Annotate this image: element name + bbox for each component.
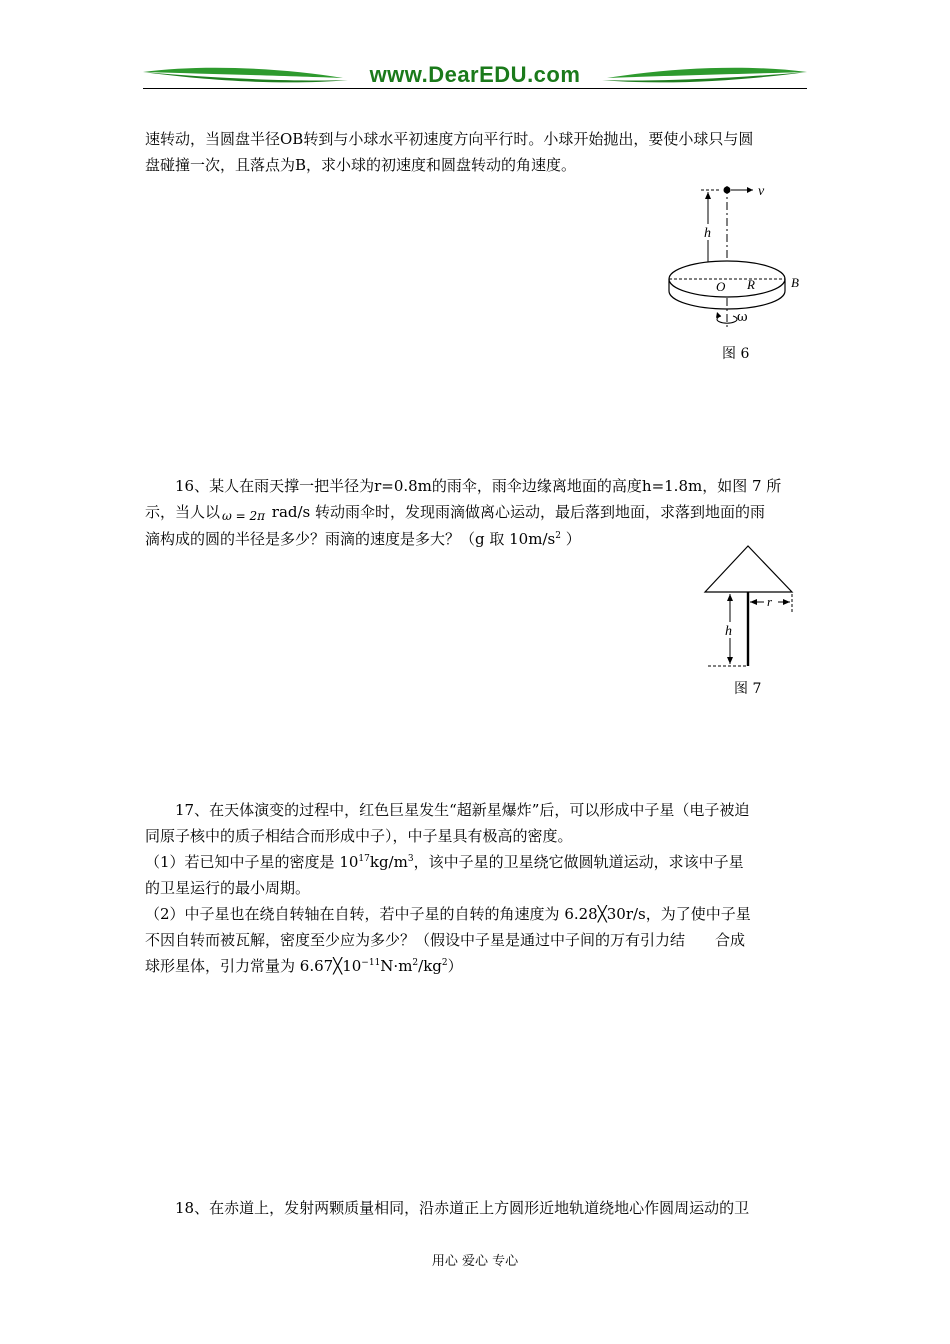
q17-part1	[145, 853, 744, 871]
q16-line3: 滴构成的圆的半径是多少？雨滴的速度是多大？（g 取 10m/s	[145, 530, 556, 548]
q17-text	[145, 797, 807, 979]
fig7-label-h: h	[725, 624, 732, 639]
q16-line2-end: rad/s 转动雨伞时，发现雨滴做离心运动，最后落到地面，求落到地面的雨	[267, 503, 766, 521]
q17-part1-line2: 的卫星运行的最小周期。	[145, 879, 311, 897]
q17-part2-sup2: 2	[412, 958, 419, 968]
q16-omega-formula: ω = 2π	[222, 509, 266, 523]
q16-line2-start: 示，当人以	[145, 503, 221, 521]
q17-part2-line1: （2）中子星也在绕自转轴在自转，若中子星的自转的角速度为 6.28╳30r/s，为了使中子星	[145, 905, 751, 923]
q16-line1: 16、某人在雨天撑一把半径为r=0.8m的雨伞，雨伞边缘离地面的高度h=1.8m，如图 7 所	[175, 477, 782, 495]
q18-text	[145, 1195, 807, 1221]
q17-part1-a: （1）若已知中子星的密度是 10	[145, 853, 359, 871]
q17-part2-line3-c: /kg	[418, 957, 442, 975]
fig6-label-R: R	[747, 277, 755, 292]
q16-line3-end: ）	[560, 530, 581, 548]
q17-part2-line3-d: ）	[447, 957, 463, 975]
q17-part2-sup3: 2	[441, 958, 448, 968]
q17-line2: 同原子核中的质子相结合而形成中子），中子星具有极高的密度。	[145, 827, 573, 845]
figure-7-umbrella-diagram	[700, 544, 800, 670]
q16-line3-sup: 2	[555, 531, 561, 541]
header-rule	[143, 88, 807, 89]
figure-6-caption: 图 6	[722, 346, 750, 362]
q15-text	[145, 126, 807, 178]
q17-part2-line3-a: 球形星体，引力常量为 6.67╳10	[145, 957, 362, 975]
page-footer: 用心 爱心 专心	[431, 1254, 519, 1269]
q17-part1-sup1: 17	[358, 854, 370, 864]
q17-part1-b: kg/m	[369, 853, 408, 871]
q17-part2-line3	[145, 953, 463, 979]
q15-line1: 速转动，当圆盘半径OB转到与小球水平初速度方向平行时。小球开始抛出，要使小球只与圆	[145, 130, 754, 148]
q17-part2-sup1: −11	[361, 958, 381, 968]
fig7-label-r: r	[767, 594, 773, 609]
fig6-label-h: h	[704, 226, 711, 241]
site-logo-text: www.DearEDU.com	[369, 62, 581, 87]
q18-line1: 18、在赤道上，发射两颗质量相同，沿赤道正上方圆形近地轨道绕地心作圆周运动的卫	[175, 1199, 750, 1217]
fig6-label-O: O	[716, 279, 726, 294]
figure-6-disk-diagram	[655, 178, 815, 338]
q17-part2-line2: 不因自转而被瓦解，密度至少应为多少？（假设中子星是通过中子间的万有引力结 合成	[145, 931, 746, 949]
q17-part1-sup2: 3	[407, 854, 414, 864]
q15-line2: 盘碰撞一次，且落点为B，求小球的初速度和圆盘转动的角速度。	[145, 156, 577, 174]
fig6-label-omega: ω	[737, 310, 748, 325]
figure-7-caption: 图 7	[734, 681, 762, 697]
q16-text	[145, 473, 807, 552]
q17-line1: 17、在天体演变的过程中，红色巨星发生“超新星爆炸”后，可以形成中子星（电子被迫	[175, 801, 750, 819]
fig6-label-B: B	[791, 275, 799, 290]
fig6-label-v: v	[758, 184, 765, 199]
q17-part2-line3-b: N·m	[380, 957, 413, 975]
q17-part1-c: ，该中子星的卫星绕它做圆轨道运动，求该中子星	[413, 853, 744, 871]
